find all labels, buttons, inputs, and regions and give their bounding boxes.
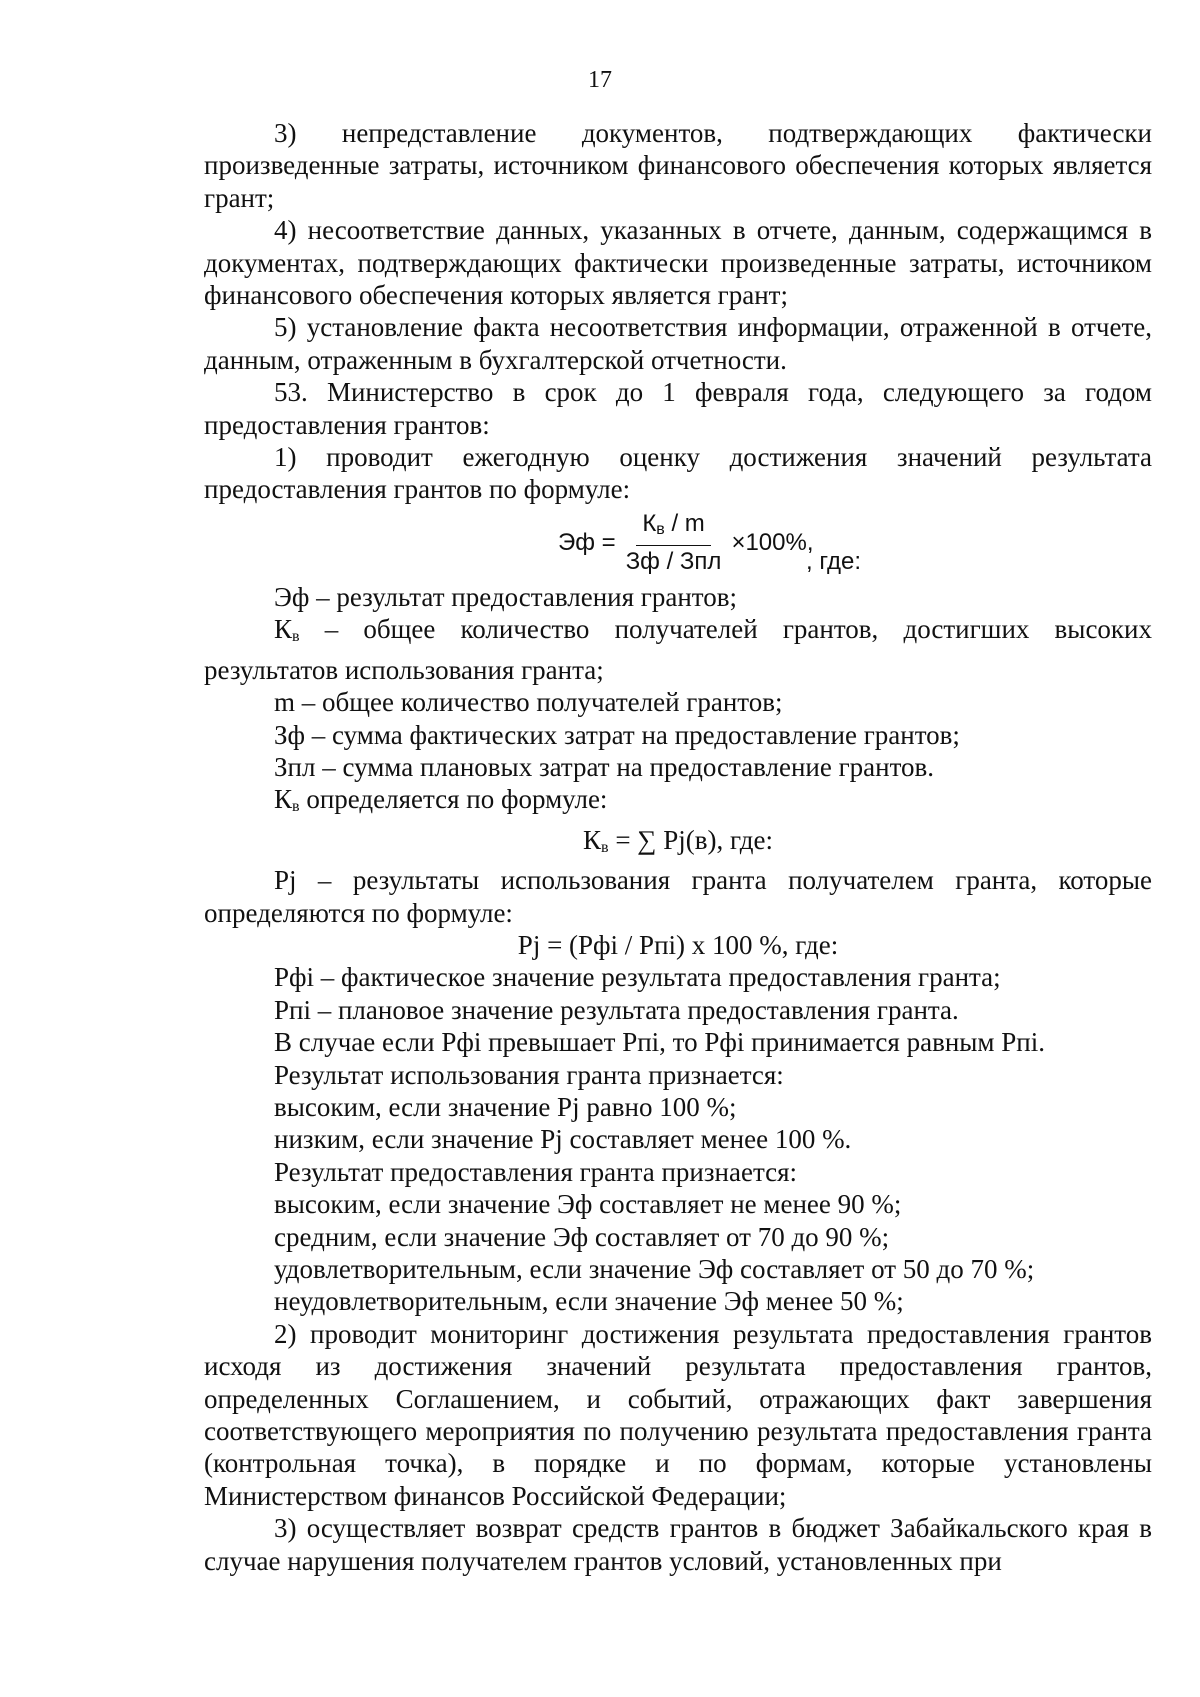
pj-formula: Pj = (Pфi / Pпi) x 100 %, где: (517, 929, 839, 960)
definition-zf: Зф – сумма фактических затрат на предоставление грантов; (274, 719, 960, 750)
definition-kv-formula-intro: Кв определяется по формуле: (274, 784, 608, 816)
usage-result-low: низким, если значение Pj составляет менее 100 %. (274, 1124, 852, 1155)
formula-denominator: Зф / Зпл (625, 547, 722, 575)
formula-lhs: Эф = (558, 528, 616, 556)
usage-result-high: высоким, если значение Pj равно 100 %; (274, 1091, 737, 1122)
definition-ef: Эф – результат предоставления грантов; (274, 581, 737, 612)
formula-fraction (620, 510, 728, 576)
paragraph-clause-53: 53. Министерство в срок до 1 февраля года, следующего за годом предоставления грантов: (204, 377, 1152, 440)
definition-kv: Кв – общее количество получателей грантов, достигших высоких результатов использования гранта; (204, 614, 1152, 685)
kv-formula: Кв = ∑ Pj(в), где: (582, 824, 773, 856)
rule-pfi-cap: В случае если Pфi превышает Pпi, то Pфi принимается равным Pпi. (274, 1027, 1045, 1058)
grant-result-heading: Результат предоставления гранта признается: (274, 1156, 797, 1187)
paragraph-item-3: 3) непредставление документов, подтверждающих фактически произведенные затраты, источником финансового обеспечения которых является грант; (204, 118, 1152, 213)
definition-m: m – общее количество получателей грантов; (274, 687, 783, 718)
definition-pfi: Pфi – фактическое значение результата предоставления гранта; (274, 962, 1001, 993)
document-body (204, 117, 1152, 1577)
definition-pj: Pj – результаты использования гранта получателем гранта, которые определяются по формуле: (204, 865, 1152, 928)
definition-zpl: Зпл – сумма плановых затрат на предоставление грантов. (274, 751, 935, 782)
formula-numerator: Кв / m (636, 510, 710, 546)
efficiency-formula-expression (558, 510, 814, 576)
usage-result-heading: Результат использования гранта признается: (274, 1059, 784, 1090)
paragraph-subitem-3: 3) осуществляет возврат средств грантов в бюджет Забайкальского края в случае нарушения получателем грантов условий, установленных при (204, 1513, 1152, 1576)
formula-multiplier: ×100%, (731, 528, 814, 556)
paragraph-item-5: 5) установление факта несоответствия информации, отраженной в отчете, данным, отраженным в бухгалтерской отчетности. (204, 312, 1152, 375)
grant-result-medium: средним, если значение Эф составляет от 70 до 90 %; (274, 1221, 890, 1252)
paragraph-subitem-1: 1) проводит ежегодную оценку достижения значений результата предоставления грантов по формуле: (204, 442, 1152, 505)
grant-result-satisfactory: удовлетворительным, если значение Эф составляет от 50 до 70 %; (274, 1254, 1035, 1284)
formula-where: , где: (806, 547, 862, 575)
definition-ppi: Pпi – плановое значение результата предоставления гранта. (274, 994, 959, 1025)
efficiency-formula (204, 506, 1152, 581)
grant-result-unsatisfactory: неудовлетворительным, если значение Эф менее 50 %; (274, 1286, 904, 1317)
paragraph-item-4: 4) несоответствие данных, указанных в отчете, данным, содержащимся в документах, подтверждающих фактически произведенные затраты, источником финансового обеспечения которых является грант; (204, 215, 1152, 311)
paragraph-subitem-2: 2) проводит мониторинг достижения результата предоставления грантов исходя из достижения значений результата предоставления грантов, определенных Соглашением, и событий, отражающих факт завершения соответствующего мероприятия по получению результата предоставления гранта (контрольная точка), в порядке и по формам, которые установлены Министерством финансов Российской Федерации; (204, 1318, 1152, 1511)
page-number: 17 (588, 67, 612, 93)
grant-result-high: высоким, если значение Эф составляет не менее 90 %; (274, 1189, 902, 1220)
